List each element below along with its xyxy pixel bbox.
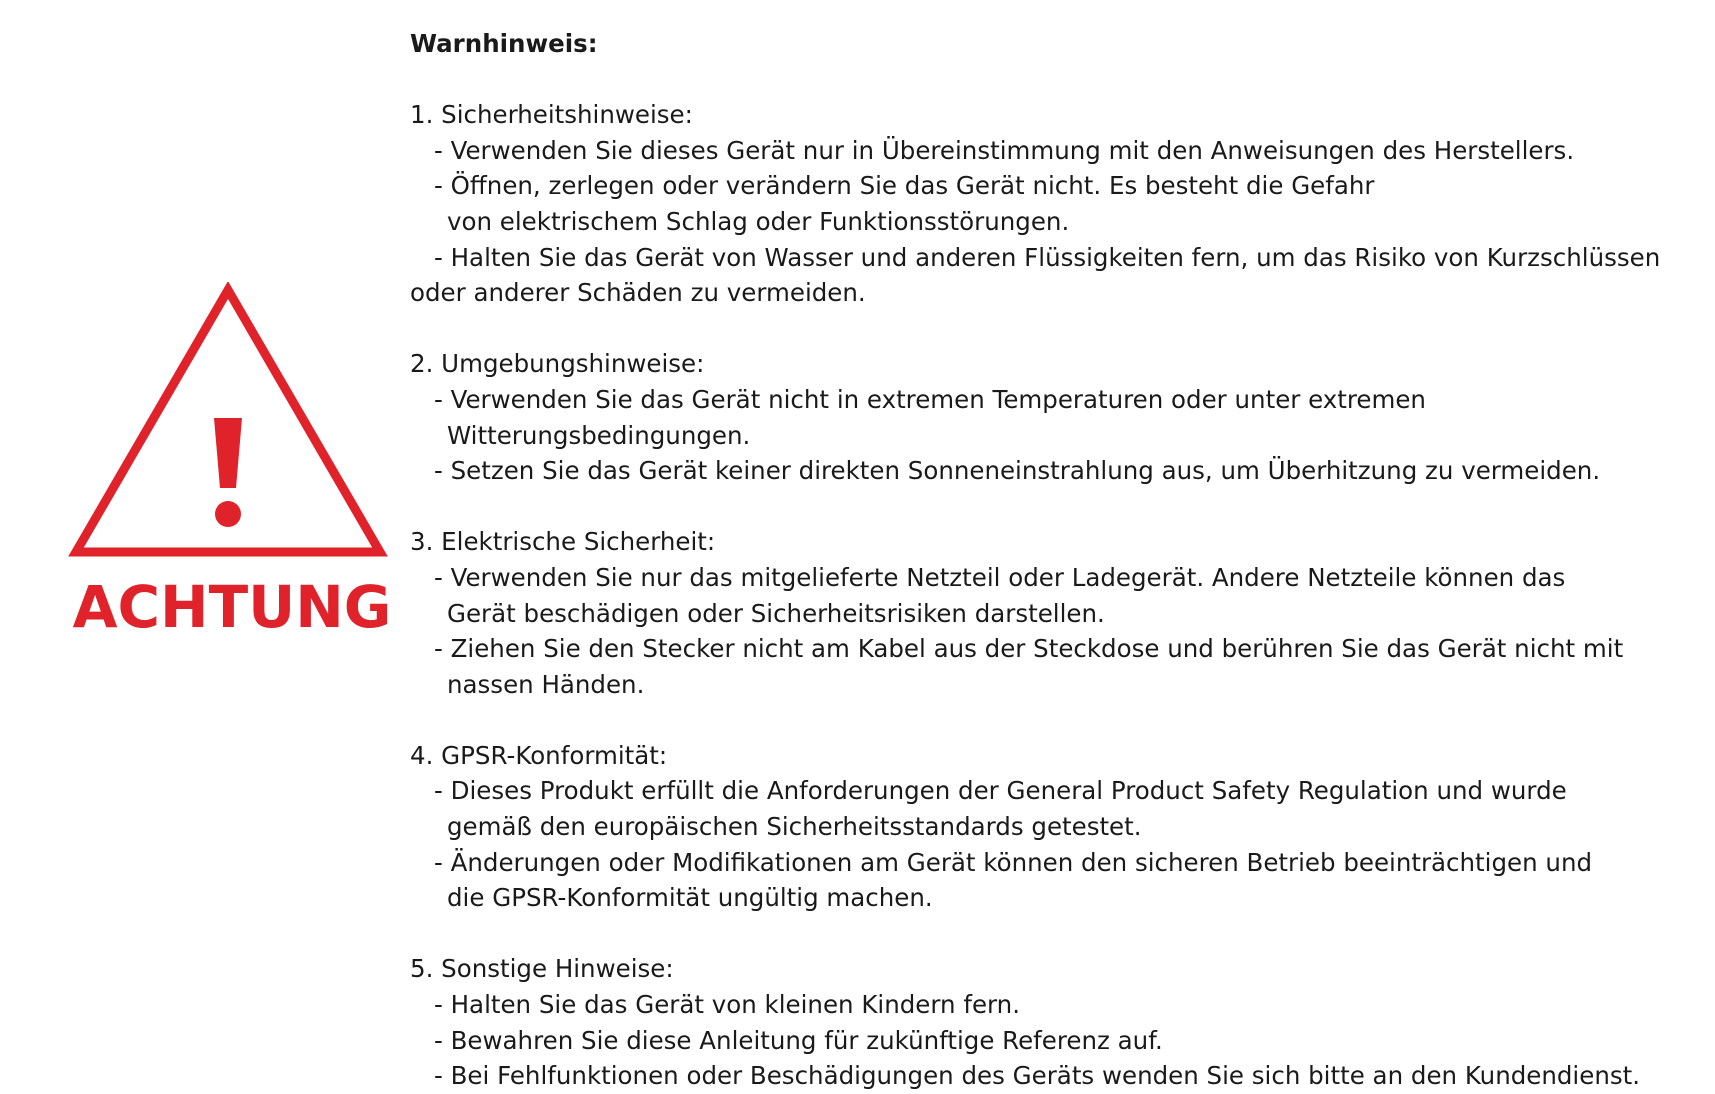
list-item: - Verwenden Sie nur das mitgelieferte Netzteil oder Ladegerät. Andere Netzteile können das Gerät beschädigen oder Sicherheitsrisiken darstellen. bbox=[434, 562, 1566, 628]
warning-triangle-icon bbox=[68, 282, 388, 572]
section-heading: 3. Elektrische Sicherheit: bbox=[410, 527, 716, 557]
document-title: Warnhinweis: bbox=[410, 29, 598, 58]
list-item: - Verwenden Sie das Gerät nicht in extremen Temperaturen oder unter extremen Witterungsbedingungen. bbox=[434, 384, 1426, 450]
exclamation-mark-icon bbox=[214, 418, 242, 488]
list-item: - Halten Sie das Gerät von Wasser und anderen Flüssigkeiten fern, um das Risiko von Kurzschlüssen oder anderer Schäden zu vermeiden. bbox=[410, 242, 1661, 308]
section-environment bbox=[410, 346, 1700, 488]
list-item: - Bewahren Sie diese Anleitung für zukünftige Referenz auf. bbox=[434, 1025, 1163, 1055]
section-heading: 4. GPSR-Konformität: bbox=[410, 740, 668, 770]
section-heading: 2. Umgebungshinweise: bbox=[410, 349, 705, 379]
list-item: - Ziehen Sie den Stecker nicht am Kabel aus der Steckdose und berühren Sie das Gerät nicht mit nassen Händen. bbox=[434, 634, 1624, 699]
list-item: - Halten Sie das Gerät von kleinen Kindern fern. bbox=[434, 990, 1020, 1020]
list-item: - Verwenden Sie dieses Gerät nur in Übereinstimmung mit den Anweisungen des Herstellers. bbox=[434, 135, 1575, 165]
section-heading: 1. Sicherheitshinweise: bbox=[410, 100, 693, 130]
section-electrical bbox=[410, 524, 1700, 702]
section-other bbox=[410, 951, 1700, 1093]
warning-document bbox=[410, 26, 1700, 1094]
list-item: - Öffnen, zerlegen oder verändern Sie das Gerät nicht. Es besteht die Gefahr von elektrischem Schlag oder Funktionsstörungen. bbox=[434, 171, 1375, 236]
section-safety bbox=[410, 97, 1700, 311]
list-item: - Bei Fehlfunktionen oder Beschädigungen des Geräts wenden Sie sich bitte an den Kundendienst. bbox=[434, 1061, 1641, 1091]
achtung-label: ACHTUNG bbox=[72, 573, 392, 641]
section-heading: 5. Sonstige Hinweise: bbox=[410, 954, 674, 984]
list-item: - Änderungen oder Modifikationen am Gerät können den sicheren Betrieb beeinträchtigen und die GPSR-Konformität ungültig machen. bbox=[434, 847, 1593, 913]
section-gpsr bbox=[410, 738, 1700, 916]
list-item: - Setzen Sie das Gerät keiner direkten Sonneneinstrahlung aus, um Überhitzung zu vermeiden. bbox=[434, 456, 1601, 486]
list-item: - Dieses Produkt erfüllt die Anforderungen der General Product Safety Regulation und wurde gemäß den europäischen Sicherheitsstandards getestet. bbox=[434, 776, 1567, 842]
